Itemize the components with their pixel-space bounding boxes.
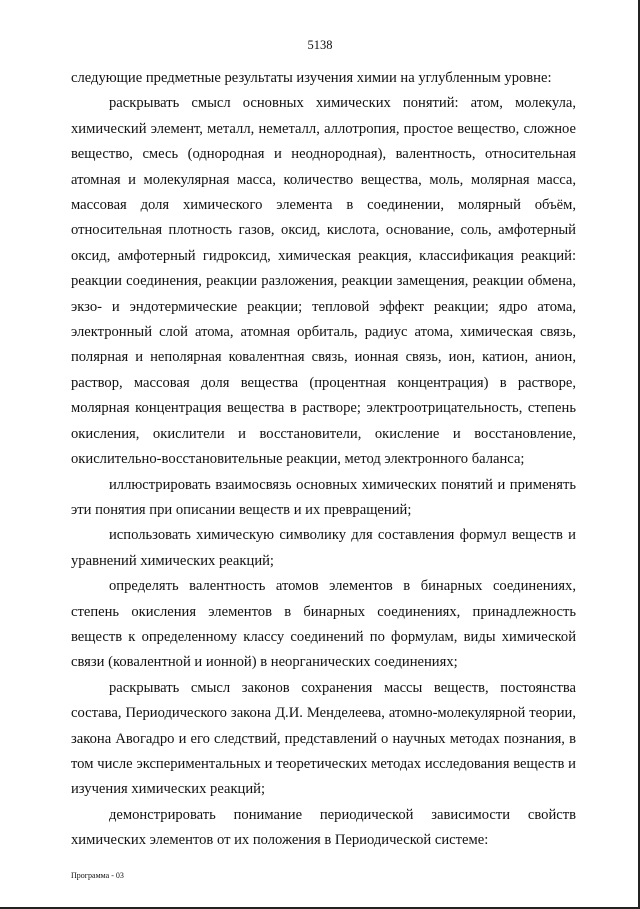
paragraph-valence: определять валентность атомов элементов в бинарных соединениях, степень окисления элементов в бинарных соединениях, принадлежность веществ к определенному классу соединений по формулам, виды химической связи (ковалентной и ионной) в неорганических соединениях; (71, 578, 576, 671)
paragraph-intro: следующие предметные результаты изучения химии на углубленным уровне: (71, 70, 552, 86)
footer-label: Программа - 03 (71, 871, 124, 880)
paragraph-illustrate: иллюстрировать взаимосвязь основных химических понятий и применять эти понятия при описании веществ и их превращений; (71, 476, 576, 518)
paragraph-periodic: демонстрировать понимание периодической зависимости свойств химических элементов от их положения в Периодической системе: (71, 806, 576, 849)
document-body (71, 66, 576, 854)
paragraph-symbols: использовать химическую символику для составления формул веществ и уравнений химических реакций; (71, 527, 576, 569)
paragraph-laws: раскрывать смысл законов сохранения массы веществ, постоянства состава, Периодического закона Д.И. Менделеева, атомно-молекулярной теории, закона Авогадро и его следствий, представлений о научных методах познания, в том числе экспериментальных и теоретических методах исследования веществ и изучения химических реакций; (71, 679, 576, 798)
page-number: 5138 (307, 38, 333, 52)
paragraph-concepts: раскрывать смысл основных химических понятий: атом, молекула, химический элемент, металл, неметалл, аллотропия, простое вещество, сложное вещество, смесь (однородная и неоднородная), валентность, относительная атомная и молекулярная масса, количество вещества, моль, молярная масса, массовая доля химического элемента в соединении, молярный объём, относительная плотность газов, оксид, кислота, основание, соль, амфотерный оксид, амфотерный гидроксид, химическая реакция, классификация реакций: реакции соединения, реакции разложения, реакции замещения, реакции обмена, экзо- и эндотермические реакции; тепловой эффект реакции; ядро атома, электронный слой атома, атомная орбиталь, радиус атома, химическая связь, полярная и неполярная ковалентная связь, ионная связь, ион, катион, анион, раствор, массовая доля вещества (процентная концентрация) в растворе, молярная концентрация вещества в растворе; электроотрицательность, степень окисления, окислители и восстановители, окисление и восстановление, окислительно-восстановительные реакции, метод электронного баланса; (71, 95, 576, 468)
